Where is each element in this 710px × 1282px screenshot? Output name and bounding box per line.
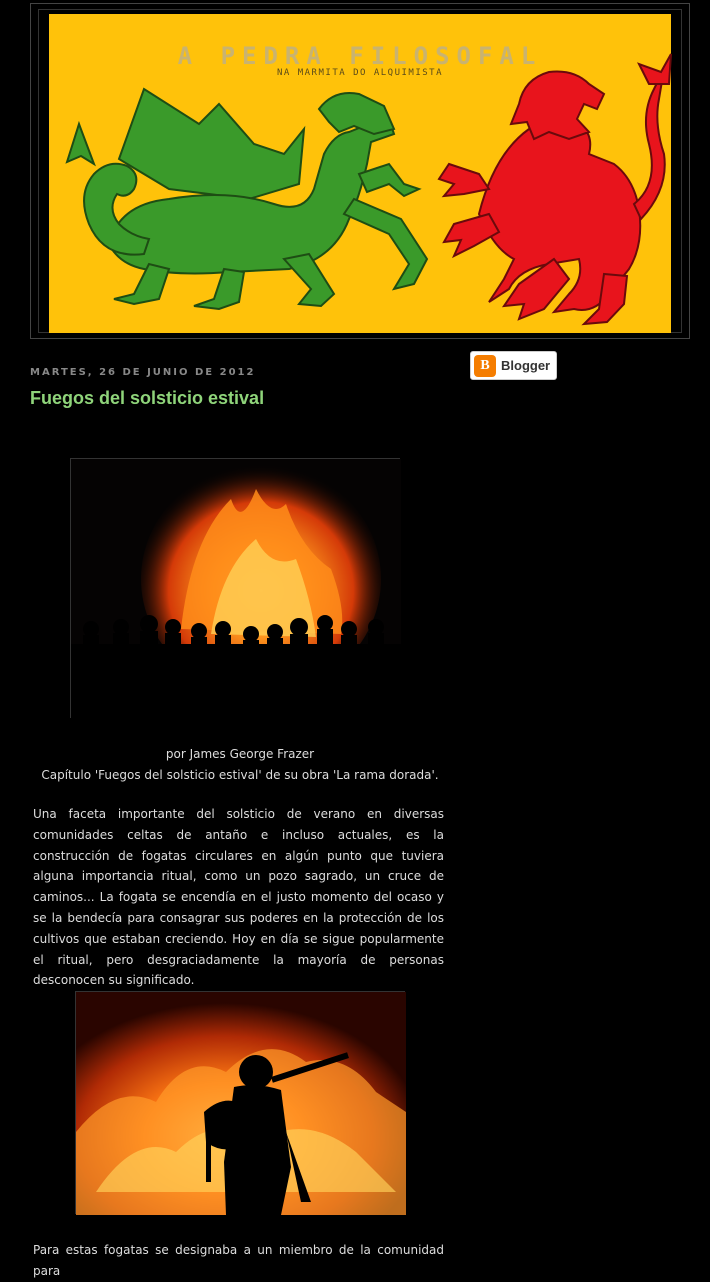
blog-title[interactable]: A PEDRA FILOSOFAL — [177, 42, 543, 70]
header-banner[interactable] — [49, 14, 671, 333]
post-image-bagpiper-bonfire[interactable] — [75, 991, 405, 1214]
post-credit-author: por James George Frazer — [165, 747, 315, 761]
blog-description: NA MARMITA DO ALQUIMISTA — [276, 68, 444, 78]
blogger-icon: B — [474, 355, 496, 377]
post-credit-chapter: Capítulo 'Fuegos del solsticio estival' de su obra 'La rama dorada'. — [41, 768, 439, 782]
post-title[interactable]: Fuegos del solsticio estival — [30, 388, 265, 408]
bagpiper-bonfire-picture — [76, 992, 406, 1215]
green-dragon-icon — [67, 89, 427, 309]
blogger-badge-label: Blogger — [501, 358, 551, 373]
post-image-bonfire-crowd[interactable] — [70, 458, 400, 718]
bonfire-crowd-picture — [71, 459, 401, 719]
red-lion-icon — [439, 54, 671, 324]
post-paragraph: Para estas fogatas se designaba a un miembro de la comunidad para — [33, 1243, 444, 1278]
post-paragraph: Una faceta importante del solsticio de verano en diversas comunidades celtas de antaño e incluso actuales, es la construcción de fogatas circulares en algún punto que tuviera alguna importancia ritual, como un pozo sagrado, un cruce de caminos... La fogata se encendía en el justo momento del ocaso y se la bendecía para consagrar sus poderes en la protección de los cultivos que estaban creciendo. Hoy en día se sigue popularmente el ritual, pero desgraciadamente la mayoría de personas desconocen su significado. — [33, 807, 444, 988]
blogger-badge-button[interactable] — [470, 351, 557, 380]
post-date: MARTES, 26 DE JUNIO DE 2012 — [30, 367, 256, 378]
